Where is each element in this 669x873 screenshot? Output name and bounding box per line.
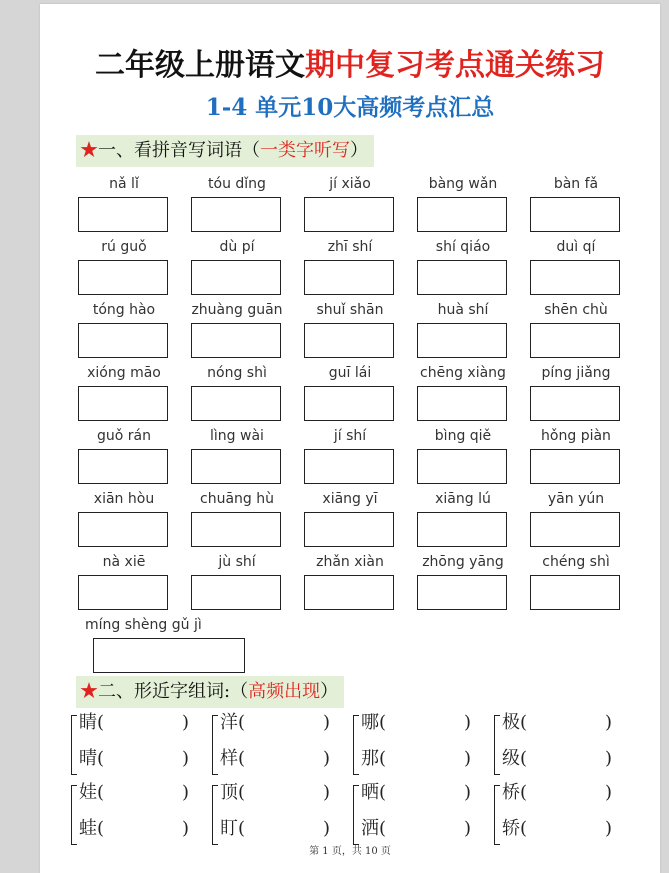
- char: 洋: [220, 712, 238, 733]
- pinyin-label: píng jiǎng: [541, 365, 611, 381]
- answer-box[interactable]: [417, 449, 507, 484]
- pinyin-label: chuāng hù: [200, 491, 274, 507]
- pinyin-item: [530, 553, 622, 615]
- pinyin-item: [191, 553, 283, 615]
- pinyin-label: chéng shì: [542, 554, 610, 570]
- section-1-label: 一、看拼音写词语（: [98, 140, 260, 161]
- pinyin-label: chēng xiàng: [420, 365, 506, 381]
- char-row[interactable]: [220, 817, 331, 841]
- answer-box[interactable]: [191, 449, 281, 484]
- char-pair: [212, 781, 347, 851]
- pinyin-item: [530, 364, 622, 426]
- pinyin-label: xiān hòu: [93, 491, 155, 507]
- paren-close: ): [182, 748, 190, 769]
- paren-close: ): [182, 818, 190, 839]
- answer-box[interactable]: [304, 449, 394, 484]
- char-row[interactable]: [79, 817, 190, 841]
- pinyin-label: xiāng lú: [435, 491, 491, 507]
- paren-close: ): [182, 712, 190, 733]
- pinyin-item: [191, 175, 283, 237]
- pinyin-label: nà xiē: [102, 554, 146, 570]
- pinyin-label: tóng hào: [92, 302, 156, 318]
- pinyin-label: bàn fǎ: [553, 176, 599, 192]
- answer-box[interactable]: [304, 575, 394, 610]
- pinyin-item: [417, 301, 509, 363]
- paren-close: ): [464, 818, 472, 839]
- paren-open: (: [238, 748, 246, 769]
- answer-box[interactable]: [530, 512, 620, 547]
- pinyin-label: shí qiáo: [435, 239, 491, 255]
- char: 顶: [220, 782, 238, 803]
- pinyin-item: [191, 301, 283, 363]
- main-title: [40, 46, 660, 86]
- answer-box[interactable]: [78, 260, 168, 295]
- section-1-heading: [76, 135, 374, 167]
- answer-box[interactable]: [304, 386, 394, 421]
- char-row[interactable]: [361, 711, 472, 735]
- paren-close: ): [323, 782, 331, 803]
- pinyin-label: zhī shí: [327, 239, 373, 255]
- answer-box[interactable]: [304, 323, 394, 358]
- answer-box[interactable]: [530, 323, 620, 358]
- pinyin-label: guī lái: [328, 365, 372, 381]
- pinyin-item: [530, 238, 622, 300]
- paren-close: ): [464, 748, 472, 769]
- pinyin-item-last: [85, 616, 202, 678]
- page-footer: 第 1 页，共 10 页: [309, 846, 391, 857]
- pinyin-item: [304, 553, 396, 615]
- main-title-red: 期中复习考点通关练习: [305, 48, 605, 83]
- paren-open: (: [379, 782, 387, 803]
- char-row[interactable]: [361, 747, 472, 771]
- answer-box[interactable]: [78, 449, 168, 484]
- char-pair: [353, 781, 488, 851]
- section-2-close: ）: [320, 681, 339, 702]
- char: 娃: [79, 782, 97, 803]
- char-pair: [353, 711, 488, 781]
- pinyin-item: [78, 427, 170, 489]
- pinyin-label: zhōng yāng: [422, 554, 504, 570]
- section-1-highlight: 一类字听写: [260, 140, 350, 161]
- char: 桥: [502, 782, 520, 803]
- bracket-icon: [353, 785, 359, 845]
- char: 极: [502, 712, 520, 733]
- pinyin-item: [78, 175, 170, 237]
- pinyin-item: [78, 301, 170, 363]
- char: 级: [502, 748, 520, 769]
- char-row[interactable]: [361, 781, 472, 805]
- pinyin-label: jí shí: [333, 428, 367, 444]
- pinyin-label: tóu dǐng: [208, 176, 266, 192]
- char-pair: [212, 711, 347, 781]
- pinyin-label: nóng shì: [207, 365, 267, 381]
- paren-close: ): [605, 782, 613, 803]
- answer-box[interactable]: [191, 197, 281, 232]
- char-row[interactable]: [220, 747, 331, 771]
- pinyin-label: yān yún: [547, 491, 605, 507]
- pinyin-label: míng shèng gǔ jì: [85, 617, 202, 633]
- bracket-icon: [212, 715, 218, 775]
- char-row[interactable]: [502, 817, 613, 841]
- answer-box[interactable]: [530, 449, 620, 484]
- char-row[interactable]: [220, 711, 331, 735]
- pinyin-label: zhuàng guān: [191, 302, 283, 318]
- pinyin-item: [530, 427, 622, 489]
- pinyin-label: xióng māo: [87, 365, 161, 381]
- bracket-icon: [494, 785, 500, 845]
- answer-box[interactable]: [304, 512, 394, 547]
- char: 晴: [79, 748, 97, 769]
- paren-open: (: [520, 712, 528, 733]
- pinyin-label: huà shí: [437, 302, 489, 318]
- paren-close: ): [323, 818, 331, 839]
- pinyin-label: guǒ rán: [97, 428, 151, 444]
- answer-box[interactable]: [417, 260, 507, 295]
- char: 轿: [502, 818, 520, 839]
- pinyin-item: [417, 175, 509, 237]
- document-page: [40, 4, 660, 873]
- answer-box[interactable]: [93, 638, 245, 673]
- paren-close: ): [464, 782, 472, 803]
- pinyin-label: nǎ lǐ: [109, 176, 139, 192]
- pinyin-label: shēn chù: [544, 302, 608, 318]
- char: 样: [220, 748, 238, 769]
- pinyin-label: jù shí: [218, 554, 256, 570]
- main-title-black: 二年级上册语文: [95, 48, 305, 83]
- paren-open: (: [520, 748, 528, 769]
- answer-box[interactable]: [191, 386, 281, 421]
- star-icon: ★: [80, 681, 98, 702]
- paren-close: ): [605, 818, 613, 839]
- pinyin-item: [191, 427, 283, 489]
- char-pair: [494, 711, 629, 781]
- section-2-highlight: 高频出现: [248, 681, 321, 702]
- bracket-icon: [71, 785, 77, 845]
- answer-box[interactable]: [417, 512, 507, 547]
- answer-box[interactable]: [530, 386, 620, 421]
- pinyin-label: lìng wài: [210, 428, 264, 444]
- char: 睛: [79, 712, 97, 733]
- char-row[interactable]: [502, 747, 613, 771]
- section-2-label: 二、形近字组词:（: [98, 681, 249, 702]
- pinyin-item: [530, 175, 622, 237]
- pinyin-item: [417, 490, 509, 552]
- pinyin-label: duì qí: [556, 239, 596, 255]
- pinyin-item: [191, 490, 283, 552]
- answer-box[interactable]: [78, 386, 168, 421]
- answer-box[interactable]: [78, 323, 168, 358]
- bracket-icon: [71, 715, 77, 775]
- char-row[interactable]: [502, 781, 613, 805]
- paren-open: (: [520, 818, 528, 839]
- paren-open: (: [97, 748, 105, 769]
- paren-open: (: [97, 712, 105, 733]
- pinyin-item: [417, 553, 509, 615]
- pinyin-item: [530, 301, 622, 363]
- pinyin-item: [304, 427, 396, 489]
- char: 洒: [361, 818, 379, 839]
- pinyin-item: [191, 364, 283, 426]
- answer-box[interactable]: [304, 260, 394, 295]
- pinyin-label: zhǎn xiàn: [316, 554, 384, 570]
- char-pair: [494, 781, 629, 851]
- answer-box[interactable]: [78, 197, 168, 232]
- paren-close: ): [182, 782, 190, 803]
- pinyin-item: [78, 364, 170, 426]
- pinyin-label: dù pí: [219, 239, 255, 255]
- char-row[interactable]: [220, 781, 331, 805]
- answer-box[interactable]: [530, 575, 620, 610]
- char: 盯: [220, 818, 238, 839]
- pinyin-item: [78, 490, 170, 552]
- paren-open: (: [379, 818, 387, 839]
- star-icon: ★: [80, 140, 98, 161]
- pinyin-label: bìng qiě: [434, 428, 492, 444]
- pinyin-label: bàng wǎn: [428, 176, 498, 192]
- answer-box[interactable]: [417, 323, 507, 358]
- paren-open: (: [238, 712, 246, 733]
- answer-box[interactable]: [417, 386, 507, 421]
- answer-box[interactable]: [191, 512, 281, 547]
- answer-box[interactable]: [78, 575, 168, 610]
- pinyin-item: [304, 364, 396, 426]
- bracket-icon: [353, 715, 359, 775]
- paren-close: ): [605, 748, 613, 769]
- pinyin-label: jí xiǎo: [329, 176, 371, 192]
- char-row[interactable]: [361, 817, 472, 841]
- pinyin-item: [78, 553, 170, 615]
- answer-box[interactable]: [191, 323, 281, 358]
- char-pair: [71, 711, 206, 781]
- pinyin-item: [304, 175, 396, 237]
- paren-close: ): [323, 748, 331, 769]
- char: 那: [361, 748, 379, 769]
- paren-open: (: [238, 818, 246, 839]
- paren-open: (: [379, 712, 387, 733]
- char-row[interactable]: [79, 711, 190, 735]
- answer-box[interactable]: [530, 260, 620, 295]
- pinyin-label: hǒng piàn: [541, 428, 611, 444]
- bracket-icon: [212, 785, 218, 845]
- answer-box[interactable]: [417, 197, 507, 232]
- pinyin-label: xiāng yī: [322, 491, 378, 507]
- answer-box[interactable]: [191, 575, 281, 610]
- char: 蛙: [79, 818, 97, 839]
- section-2-heading: [76, 676, 344, 708]
- char-row[interactable]: [79, 781, 190, 805]
- char: 哪: [361, 712, 379, 733]
- paren-open: (: [520, 782, 528, 803]
- pinyin-item: [304, 490, 396, 552]
- paren-open: (: [97, 818, 105, 839]
- section-1-close: ）: [350, 140, 368, 161]
- answer-box[interactable]: [417, 575, 507, 610]
- bracket-icon: [494, 715, 500, 775]
- pinyin-item: [530, 490, 622, 552]
- pinyin-item: [417, 427, 509, 489]
- char-pair: [71, 781, 206, 851]
- paren-close: ): [323, 712, 331, 733]
- char: 晒: [361, 782, 379, 803]
- pinyin-label: rú guǒ: [101, 239, 147, 255]
- paren-open: (: [97, 782, 105, 803]
- subtitle: 1-4 单元10大高频考点汇总: [205, 94, 495, 121]
- char-row[interactable]: [79, 747, 190, 771]
- pinyin-label: shuǐ shān: [316, 302, 384, 318]
- answer-box[interactable]: [304, 197, 394, 232]
- paren-close: ): [464, 712, 472, 733]
- pinyin-item: [304, 301, 396, 363]
- answer-box[interactable]: [191, 260, 281, 295]
- paren-open: (: [379, 748, 387, 769]
- pinyin-item: [191, 238, 283, 300]
- paren-close: ): [605, 712, 613, 733]
- pinyin-item: [417, 364, 509, 426]
- pinyin-item: [417, 238, 509, 300]
- char-row[interactable]: [502, 711, 613, 735]
- paren-open: (: [238, 782, 246, 803]
- pinyin-item: [304, 238, 396, 300]
- pinyin-item: [78, 238, 170, 300]
- answer-box[interactable]: [530, 197, 620, 232]
- answer-box[interactable]: [78, 512, 168, 547]
